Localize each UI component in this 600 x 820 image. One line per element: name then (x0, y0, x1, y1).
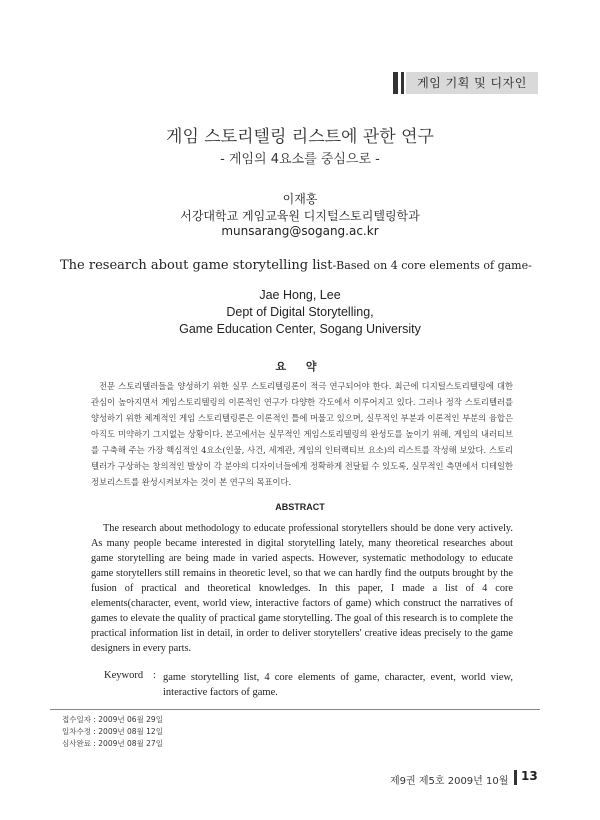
paper-title: 게임 스토리텔링 리스트에 관한 연구 (166, 127, 434, 147)
summary-text: 전문 스토리텔러들을 양성하기 위한 실무 스토리텔링론이 적극 연구되어야 한다. 최근에 디지털스토리텔링에 대한 관심이 높아지면서 게임스토리텔링의 이론적인 연구가 다양한 각도에서 이루어지고 있다. 그러나 정작 스토리텔러를 양성하기 위한 체계적인 게임 스토리텔링론은 이론적인 틀에 머물고 있으며, 실무적인 부분과 이론적인 부분의 융합은 아직도 미약하기 그지없는 상황이다. 본고에서는 실무적인 게임스토리텔링의 완성도를 높이기 위해, 게임의 내러티브를 구축해 주는 가장 핵심적인 4요소(인물, 사건, 세계관, 게임의 인터랙티브 요소)의 리스트를 작성해 보았다. 스토리텔러가 구상하는 창의적인 발상이 각 분야의 디자이너들에게 정확하게 전달될 수 있도록, 실무적인 측면에서 디테일한 정보리스트를 완성시켜보자는 것이 본 연구의 목표이다. (91, 381, 513, 487)
author-name-ko: 이재홍 (282, 192, 318, 206)
footer-divider-bar (514, 770, 517, 785)
paper-subtitle: - 게임의 4요소를 중심으로 - (220, 152, 380, 167)
abstract-heading: ABSTRACT (275, 502, 325, 512)
author-affiliation-ko: 서강대학교 게임교육원 디지털스토리텔링학과 (180, 209, 420, 223)
summary-heading: 요 약 (275, 360, 325, 373)
author-email: munsarang@sogang.ac.kr (221, 224, 379, 238)
author-center-en: Game Education Center, Sogang University (179, 322, 421, 336)
section-tag: 게임 기획 및 디자인 (417, 76, 527, 90)
journal-issue: 제9권 제5호 2009년 10월 (390, 776, 509, 787)
page-number: 13 (521, 769, 538, 783)
header-accent-bar (393, 72, 398, 94)
author-dept-en: Dept of Digital Storytelling, (226, 305, 374, 319)
header-accent-bar-thin (401, 72, 404, 94)
english-title-sub: -Based on 4 core elements of game- (332, 259, 532, 272)
author-name-en: Jae Hong, Lee (259, 288, 341, 302)
english-title (60, 258, 580, 273)
received-date: 접수일자 : 2009년 06월 29일 (62, 715, 163, 724)
keyword-label: Keyword (104, 670, 144, 681)
accepted-date: 심사완료 : 2009년 08월 27일 (62, 739, 163, 748)
date-block (62, 714, 163, 750)
keyword-colon: : (153, 670, 156, 681)
revised-date: 일차수정 : 2009년 08월 12일 (62, 727, 163, 736)
english-title-main: The research about game storytelling list (60, 258, 333, 273)
keyword-text: game storytelling list, 4 core elements of game, character, event, world view, interactive factors of game. (163, 672, 513, 698)
abstract-text: The research about methodology to educate professional storytellers should be done very actively. As many people became interested in digital storytelling lately, many theoretical researches about game storytelling are being made in varied aspects. However, systematic methodology to educate game storytellers still remains in theoretic level, so that we can hardly find the outputs brought by the fusion of practical and theoretical knowledges. In this paper, I made a list of 4 core elements(character, event, world view, interactive factors of game) which construct the narratives of games to elevate the quality of practical game storytelling. The goal of this research is to complete the practical information list in detail, in order to deliver storytellers' creative ideas precisely to the game designers in every parts. (91, 523, 513, 654)
footnote-divider (50, 709, 540, 710)
